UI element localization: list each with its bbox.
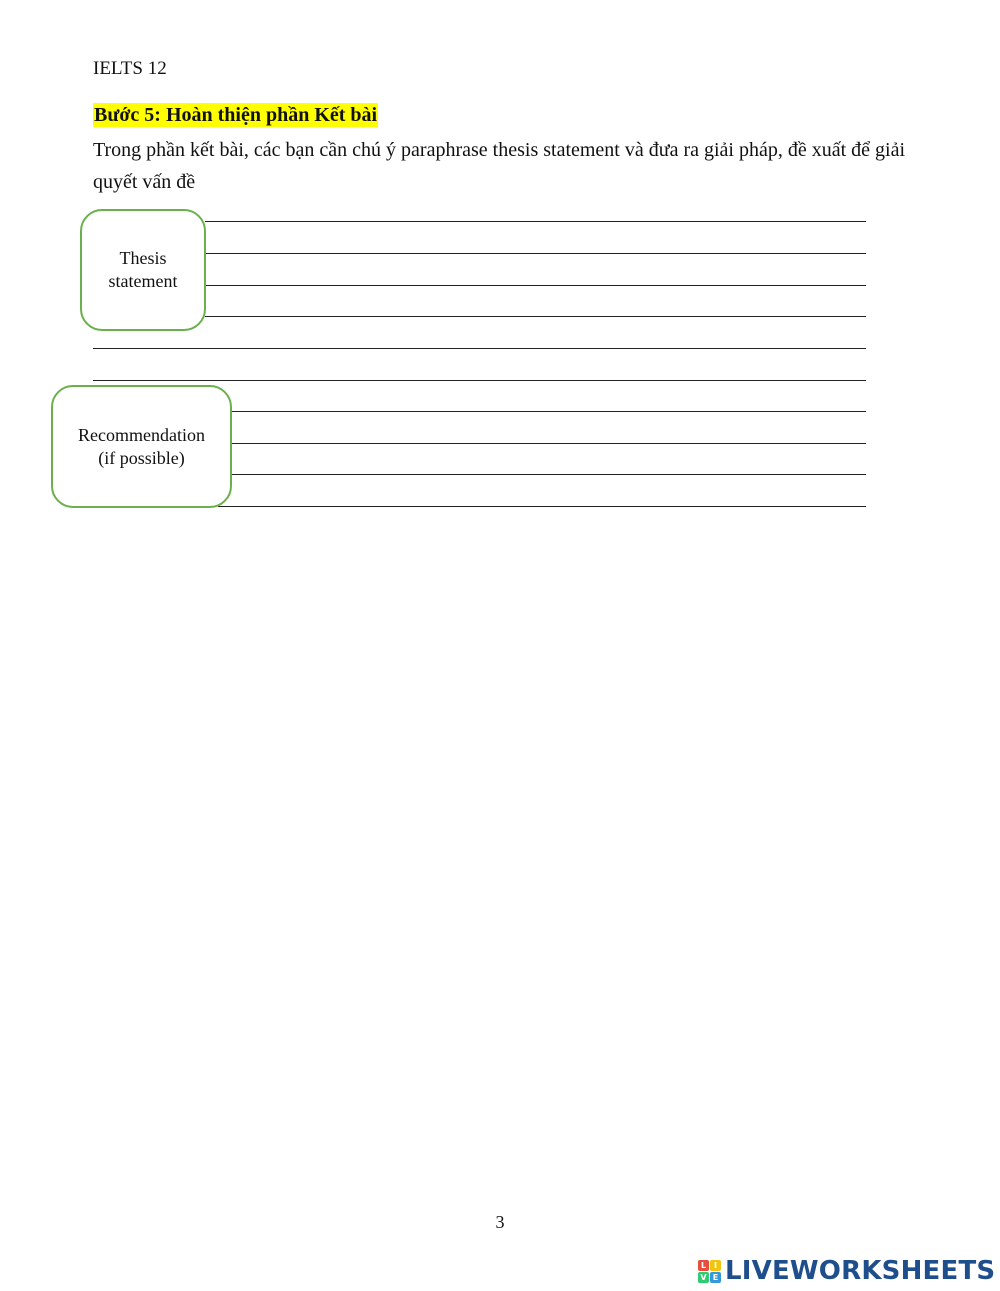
- page-number: 3: [495, 1212, 505, 1232]
- thesis-box-line2: statement: [108, 271, 178, 291]
- logo-letter: I: [710, 1260, 721, 1271]
- writing-line[interactable]: [93, 348, 866, 349]
- recommendation-box-line2: (if possible): [98, 447, 185, 468]
- writing-line[interactable]: [205, 221, 866, 222]
- instruction-paragraph: Trong phần kết bài, các bạn cần chú ý paraphrase thesis statement và đưa ra giải pháp, đề xuất để giải quyết vấn đề: [93, 139, 906, 193]
- writing-line[interactable]: [231, 474, 866, 475]
- writing-line[interactable]: [205, 316, 866, 317]
- recommendation-box-line1: Recommendation: [78, 424, 205, 445]
- recommendation-box: [51, 385, 232, 508]
- brand-name: LIVEWORKSHEETS: [725, 1256, 996, 1286]
- writing-line[interactable]: [218, 506, 866, 507]
- logo-letter: V: [698, 1272, 709, 1283]
- thesis-box-line1: Thesis: [119, 248, 167, 268]
- document-header: IELTS 12: [93, 58, 167, 79]
- writing-line[interactable]: [231, 411, 866, 412]
- thesis-statement-box: [80, 209, 206, 331]
- section-heading: Bước 5: Hoàn thiện phần Kết bài: [94, 104, 378, 126]
- writing-line[interactable]: [205, 253, 866, 254]
- writing-line[interactable]: [93, 380, 866, 381]
- liveworksheets-brand[interactable]: [698, 1256, 995, 1286]
- logo-letter: E: [710, 1272, 721, 1283]
- liveworksheets-logo-icon: [698, 1260, 721, 1283]
- logo-letter: L: [698, 1260, 709, 1271]
- writing-line[interactable]: [231, 443, 866, 444]
- writing-line[interactable]: [205, 285, 866, 286]
